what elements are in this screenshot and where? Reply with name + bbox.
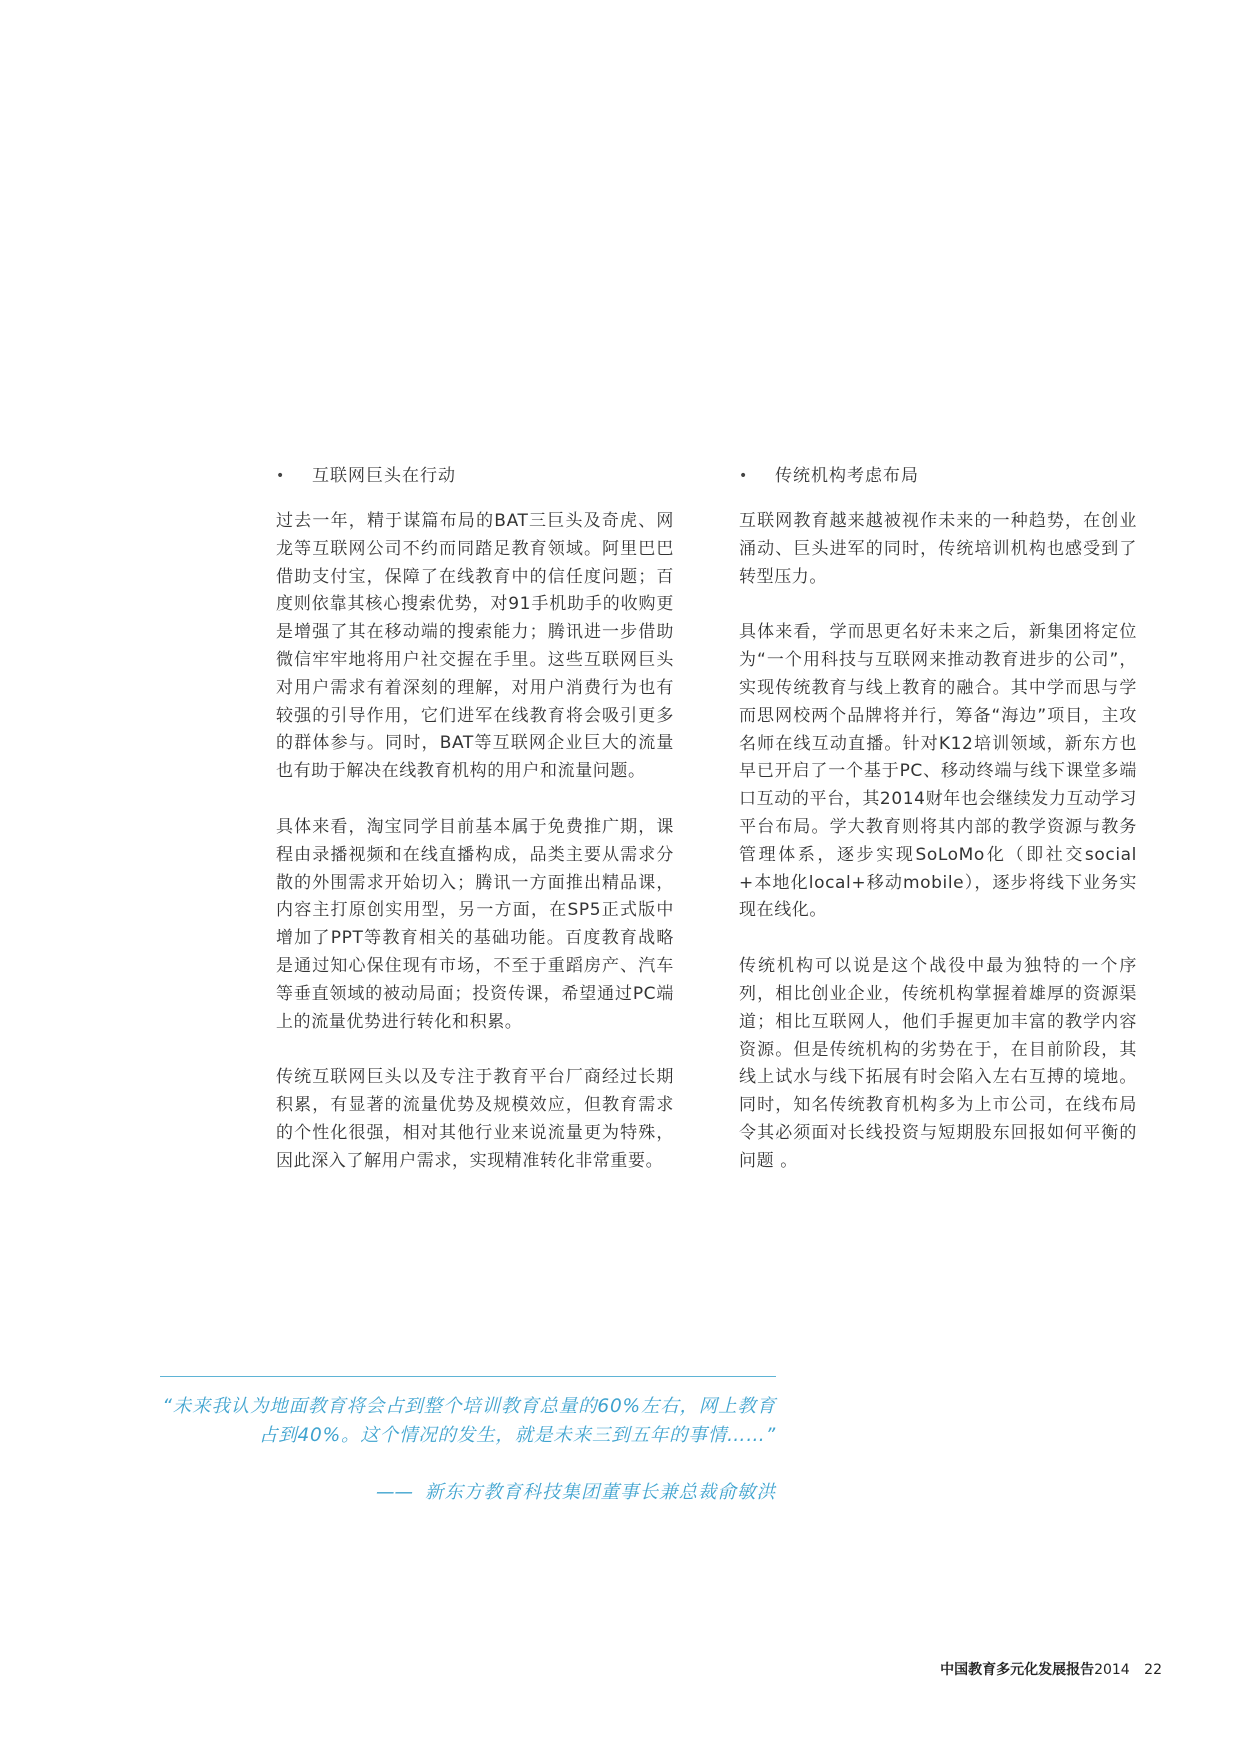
attribution-dash: —— xyxy=(375,1482,413,1503)
right-heading-text: 传统机构考虑布局 xyxy=(775,466,919,486)
left-paragraph-3: 传统互联网巨头以及专注于教育平台厂商经过长期积累，有显著的流量优势及规模效应，但教育需求的个性化很强，相对其他行业来说流量更为特殊，因此深入了解用户需求，实现精准转化非常重要。 xyxy=(276,1067,674,1171)
right-paragraph-2: 具体来看，学而思更名好未来之后，新集团将定位为“一个用科技与互联网来推动教育进步的公司”，实现传统教育与线上教育的融合。其中学而思与学而思网校两个品牌将并行，筹备“海边”项目，主攻名师在线互动直播。针对K12培训领域，新东方也早已开启了一个基于PC、移动终端与线下课堂多端口互动的平台，其2014财年也会继续发力互动学习平台布局。学大教育则将其内部的教学资源与教务管理体系，逐步实现SoLoMo化（即社交social+本地化local+移动mobile），逐步将线下业务实现在线化。 xyxy=(739,622,1137,921)
attribution-text: 新东方教育科技集团董事长兼总裁俞敏洪 xyxy=(424,1482,776,1503)
quote-divider xyxy=(160,1376,776,1377)
bullet-icon: • xyxy=(739,468,749,484)
report-year: 2014 xyxy=(1094,1662,1130,1678)
page-footer xyxy=(940,1659,1162,1681)
left-paragraph-2: 具体来看，淘宝同学目前基本属于免费推广期，课程由录播视频和在线直播构成，品类主要从需求分散的外围需求开始切入；腾讯一方面推出精品课，内容主打原创实用型，另一方面，在SP5正式版中增加了PPT等教育相关的基础功能。百度教育战略是通过知心保住现有市场，不至于重蹈房产、汽车等垂直领域的被动局面；投资传课，希望通过PC端上的流量优势进行转化和积累。 xyxy=(276,816,674,1032)
left-section-heading xyxy=(276,462,674,490)
right-column xyxy=(739,462,1137,1204)
right-paragraph-3: 传统机构可以说是这个战役中最为独特的一个序列，相比创业企业，传统机构掌握着雄厚的资源渠道；相比互联网人，他们手握更加丰富的教学内容资源。但是传统机构的劣势在于，在目前阶段，其线上试水与线下拓展有时会陷入左右互搏的境地。同时，知名传统教育机构多为上市公司，在线布局令其必须面对长线投资与短期股东回报如何平衡的问题 。 xyxy=(739,956,1137,1171)
right-paragraph-1: 互联网教育越来越被视作未来的一种趋势，在创业涌动、巨头进军的同时，传统培训机构也感受到了转型压力。 xyxy=(739,511,1137,587)
right-section-heading xyxy=(739,462,1137,490)
quote-attribution xyxy=(376,1478,776,1508)
bullet-icon: • xyxy=(276,468,286,484)
report-title: 中国教育多元化发展报告 xyxy=(940,1662,1095,1678)
page-number: 22 xyxy=(1144,1662,1162,1678)
left-column xyxy=(276,462,674,1204)
left-paragraph-1: 过去一年，精于谋篇布局的BAT三巨头及奇虎、网龙等互联网公司不约而同踏足教育领域。阿里巴巴借助支付宝，保障了在线教育中的信任度问题；百度则依靠其核心搜索优势，对91手机助手的收购更是增强了其在移动端的搜索能力；腾讯进一步借助微信牢牢地将用户社交握在手里。这些互联网巨头对用户需求有着深刻的理解，对用户消费行为也有较强的引导作用，它们进军在线教育将会吸引更多的群体参与。同时，BAT等互联网企业巨大的流量也有助于解决在线教育机构的用户和流量问题。 xyxy=(276,511,674,782)
left-heading-text: 互联网巨头在行动 xyxy=(312,466,456,486)
pull-quote: “未来我认为地面教育将会占到整个培训教育总量的60%左右，网上教育占到40%。这个情况的发生，就是未来三到五年的事情……” xyxy=(162,1396,776,1446)
